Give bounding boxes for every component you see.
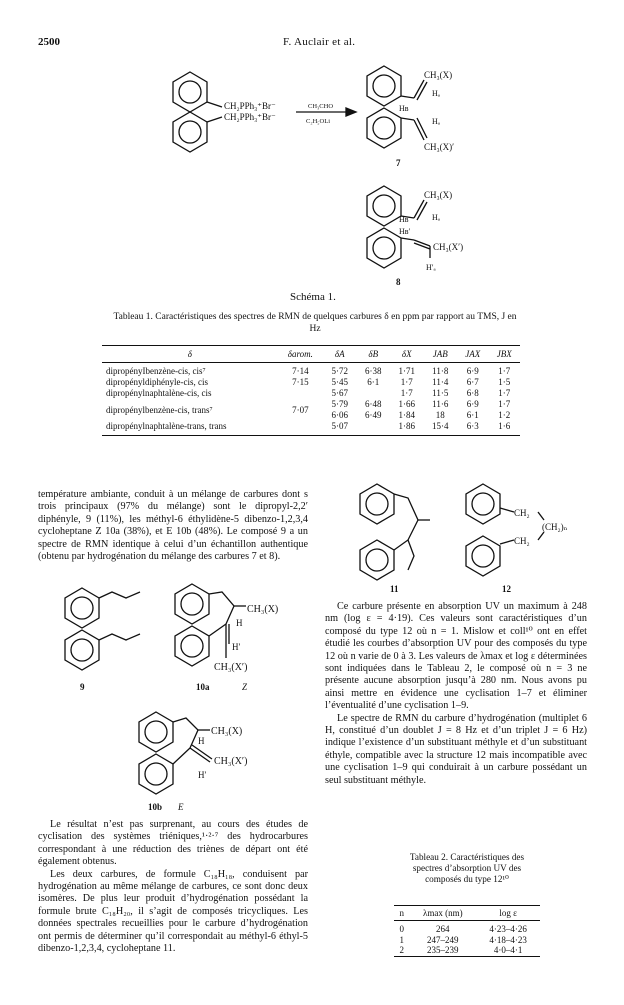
- table-cell: dipropényldiphényle-cis, cis: [106, 377, 208, 387]
- table-cell: 5·45: [331, 377, 348, 387]
- table-cell: 6·1: [466, 410, 479, 420]
- table-cell: 7·14: [292, 366, 309, 376]
- label-10a: 10a: [196, 682, 210, 692]
- c8-hb1: Hʙ: [399, 215, 409, 224]
- table-cell: 4·0–4·1: [476, 945, 540, 956]
- table-cell: 1·7: [400, 377, 413, 387]
- c8-ch3x: CH₃(X): [424, 190, 453, 200]
- table2-header: n: [394, 906, 409, 921]
- table-cell: 5·07: [323, 421, 357, 436]
- s10b-h: H: [198, 736, 205, 746]
- table-cell: 1·7: [400, 388, 413, 398]
- label-e: E: [178, 802, 184, 812]
- table-cell: 4·23–4·26: [489, 924, 527, 934]
- s12-ch2a: CH₂: [514, 508, 530, 518]
- left-column-bottom: [38, 819, 308, 955]
- table-cell: dipropénylnaphtalène-cis, cis: [106, 388, 212, 398]
- s10b-h2: H′: [198, 770, 207, 780]
- table-cell: 1·84: [398, 410, 415, 420]
- table2-header-row: [394, 906, 540, 921]
- table-cell: 0: [399, 924, 404, 934]
- table-cell: 1·6: [488, 421, 520, 436]
- table-row: [394, 945, 540, 956]
- table-cell: 1·86: [390, 421, 424, 436]
- label-10b: 10b: [148, 802, 163, 812]
- table-cell: 11·6: [432, 399, 449, 409]
- table1-header: JAX: [457, 346, 488, 363]
- right-column: [325, 601, 587, 787]
- label-z: Z: [242, 682, 248, 692]
- c8-label: 8: [396, 277, 401, 287]
- table1-header: δB: [357, 346, 391, 363]
- table-cell: 11·5: [432, 388, 449, 398]
- table-cell: 6·3: [457, 421, 488, 436]
- table1-header: δ: [102, 346, 278, 363]
- table-cell: 11·4: [432, 377, 449, 387]
- table1-header: JBX: [488, 346, 520, 363]
- reagent-bottom: C₂H₅OLi: [306, 118, 331, 125]
- table-cell: 18: [435, 410, 445, 420]
- reagent-label-a: CH₂PPh₃⁺Br⁻: [224, 101, 276, 111]
- c7-ch3x: CH₃(X): [424, 70, 453, 80]
- table-cell: 1·7: [498, 399, 511, 409]
- table-cell: 11·8: [432, 366, 449, 376]
- reagent-top: CH₃CHO: [308, 103, 334, 110]
- reagent-label-b: CH₂PPh₃⁺Br⁻: [224, 112, 276, 122]
- table-cell: 5·72: [331, 366, 348, 376]
- s10b-ch3x: CH₃(X): [211, 726, 243, 737]
- table1-caption: Tableau 1. Caractéristiques des spectres de RMN de quelques carbures δ en ppm par rapport au TMS, J en Hz: [113, 312, 517, 334]
- table-row: [394, 935, 540, 946]
- s12-ch2b: CH₂: [514, 536, 530, 546]
- table-cell: 7·07: [292, 404, 309, 415]
- label-11: 11: [390, 584, 399, 594]
- table-cell: 1·5: [498, 377, 511, 387]
- c8-ha: Hₐ: [432, 213, 440, 222]
- table-cell: 6·7: [466, 377, 479, 387]
- table-cell: 6·48: [365, 399, 382, 409]
- c8-ha2: H′ₐ: [426, 263, 436, 272]
- s12-chain: (CH₂)ₙ: [542, 522, 568, 532]
- s10a-ch3x2: CH₃(X′): [214, 662, 248, 673]
- label-9: 9: [80, 682, 85, 692]
- table-row: [394, 921, 540, 935]
- s10a-h: H: [236, 618, 243, 628]
- table2: [394, 905, 540, 957]
- s10a-ch3x: CH₃(X): [247, 604, 279, 615]
- table2-header: log ε: [476, 906, 540, 921]
- c8-hb2: Hʙ′: [399, 227, 411, 236]
- paragraph: Le spectre de RMN du carbure d’hydrogénation (multiplet 6 H, constitué d’un doublet J = 8 Hz et d’un triplet J = 6 Hz) indique l’existence d’un substituant méthyle et d’un substituant éthyle, compatible avec la structure 12 mais incompatible avec une cyclisation 1–9 qui conduirait à un carbure possédant un seul substituant méthyle.: [325, 712, 587, 786]
- table2-header: λmax (nm): [409, 906, 476, 921]
- table-cell: 1·66: [398, 399, 415, 409]
- table-cell: 1·2: [498, 410, 511, 420]
- running-head: F. Auclair et al.: [283, 36, 356, 48]
- c7-hb: Hʙ: [399, 104, 409, 113]
- table-cell: 6·8: [466, 388, 479, 398]
- table-cell: 1: [399, 934, 404, 945]
- table-cell: 6·49: [365, 410, 382, 420]
- table-cell: dipropényIbenzène-cis, cis⁷: [106, 366, 206, 376]
- paragraph: température ambiante, conduit à un mélange de carbures dont s trois principaux (97% du mélange) sont le dipropyl-2,2′ diphényle, 9 (11%), les méthyl-6 éthylidène-5 dibenzo-1,2,3,4 cycloheptane Z 10a (38%), et E 10b (48%). Le composé 9 a un spectre de RMN identique à celui d’un échantillon authentique (obtenu par hydrogénation du mélange des carbures 7 et 8).: [38, 489, 308, 563]
- table-cell: 235–239: [409, 945, 476, 956]
- table-cell: 6·9: [466, 366, 479, 376]
- table-cell: 247–249: [427, 934, 459, 945]
- paragraph: Les deux carbures, de formule C₁₈H₁₈, conduisent par hydrogénation au même mélange de carbures, ce sont donc deux isomères. De plus leur produit d’hydrogénation possédant la formule brute C₁₈H₂₀, il s’agit de composés tricycliques. Les données spectrales recueillies pour le carbure d’hydrogénation ont permis de déterminer qu’il correspondait au méthyl-6 éthyl-5 dibenzo-1,2,3,4, cycloheptane 11.: [38, 868, 308, 955]
- table-cell: 1·71: [398, 366, 415, 376]
- table-cell: dipropénylbenzène-cis, trans⁷: [106, 404, 213, 415]
- paragraph: Le résultat n’est pas surprenant, au cours des études de cyclisation des systèmes triéniques,¹·²·⁷ des hydrocarbures correspondant à une réduction des triènes de départ ont été également obtenus.: [38, 819, 308, 868]
- table-cell: 264: [436, 924, 450, 934]
- table-cell: 2: [394, 945, 409, 956]
- c7-ch3x2: CH₃(X)′: [424, 142, 455, 152]
- label-12: 12: [502, 584, 511, 594]
- table1-header: δA: [323, 346, 357, 363]
- table-cell: 4·18–4·23: [489, 934, 527, 945]
- c7-ha2: Hₐ: [432, 117, 440, 126]
- table-cell: 15·4: [424, 421, 458, 436]
- s10b-ch3x2: CH₃(X′): [214, 756, 248, 767]
- table1-header: δX: [390, 346, 424, 363]
- page-number: 2500: [38, 36, 60, 48]
- table1-header: δarom.: [278, 346, 323, 363]
- c7-label: 7: [396, 158, 401, 168]
- table-cell: 5·79: [331, 399, 348, 409]
- table-cell: 5·67: [331, 388, 348, 398]
- table-cell: 1·7: [498, 366, 511, 376]
- table-cell: 7·15: [292, 377, 309, 387]
- scheme-caption: Schéma 1.: [290, 291, 336, 303]
- c8-ch3x2: CH₃(X′): [433, 242, 464, 252]
- table-cell: 6·9: [466, 399, 479, 409]
- s10a-h2: H′: [232, 642, 241, 652]
- table1-header: JAB: [424, 346, 458, 363]
- table-cell: 6·06: [331, 410, 348, 420]
- table-cell: 6·1: [367, 377, 380, 387]
- c7-ha: Hₐ: [432, 89, 440, 98]
- table-cell: 1·7: [498, 388, 511, 398]
- table2-caption: Tableau 2. Caractéristiques des spectres d’absorption UV des composés du type 12¹⁰: [409, 852, 525, 884]
- table-cell: 6·38: [365, 366, 382, 376]
- table-cell: dipropénylnaphtalène-trans, trans: [102, 421, 278, 436]
- paragraph: Ce carbure présente en absorption UV un maximum à 248 nm (log ε = 4·19). Ces valeurs sont caractéristiques d’un composé du type 12 où n = 1. Mislow et coll¹⁰ ont en effet étudié les courbes d’absorption UV pour des composés du type 12 où n varie de 0 à 3. Les valeurs de λmax et log ε déterminées sont indiquées dans le Tableau 2, le composé où n = 3 ne présente aucune absorption jusqu’à 280 nm. Nous avons pu ainsi mettre en évidence une cyclisation 1–7 et éliminer l’éventualité d’une cyclisation 1–9.: [325, 601, 587, 712]
